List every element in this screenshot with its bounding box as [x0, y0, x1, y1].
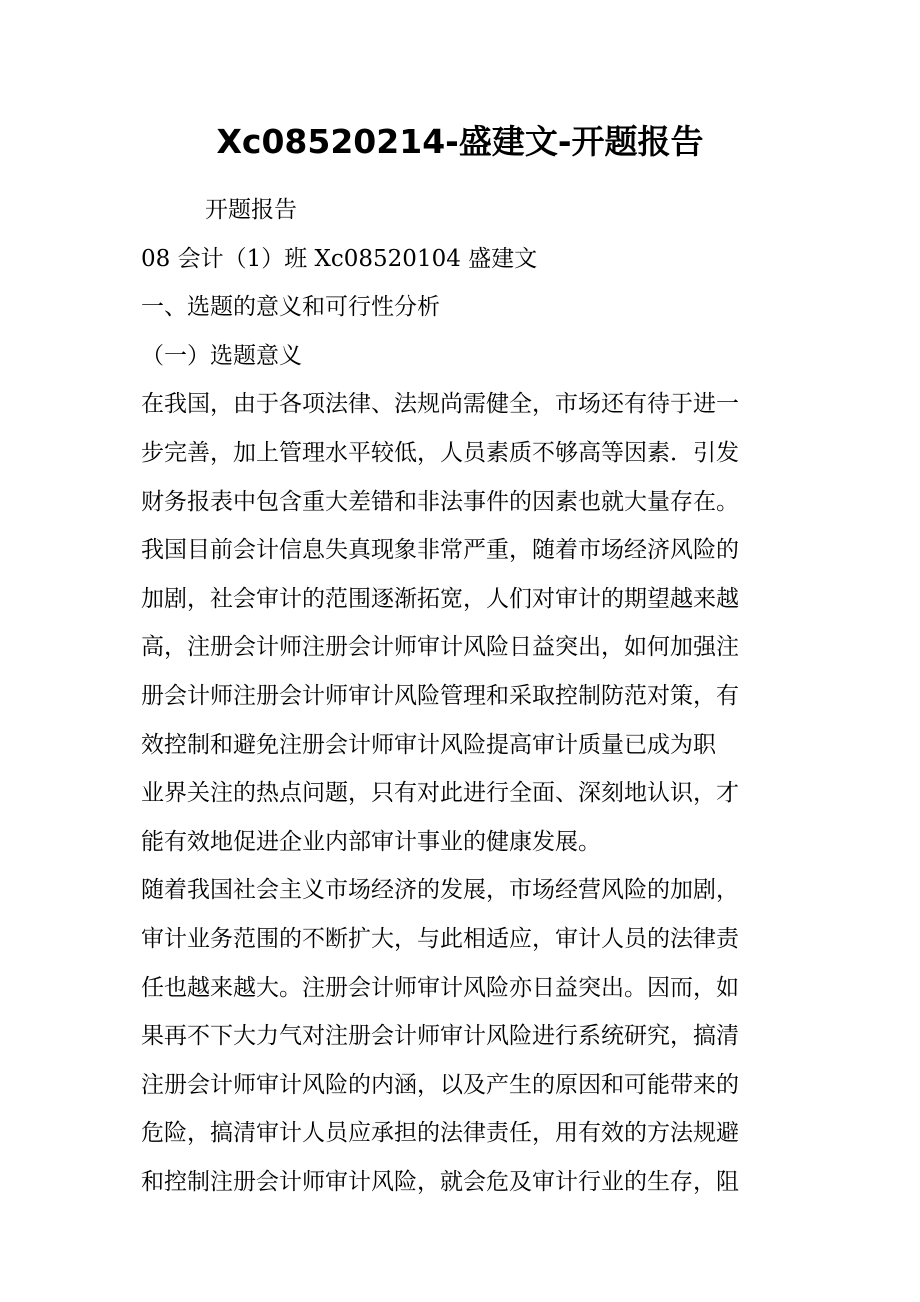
paragraph-line: 审计业务范围的不断扩大，与此相适应，审计人员的法律责 — [141, 925, 739, 952]
paragraph-line: 在我国，由于各项法律、法规尚需健全，市场还有待于进一 — [141, 391, 739, 418]
paragraph-line: 步完善，加上管理水平较低，人员素质不够高等因素．引发 — [141, 439, 739, 466]
paragraph-line: 果再不下大力气对注册会计师审计风险进行系统研究，搞清 — [141, 1023, 739, 1050]
paragraph-line: 和控制注册会计师审计风险，就会危及审计行业的生存，阻 — [141, 1168, 739, 1195]
paragraph-line: 我国目前会计信息失真现象非常严重，随着市场经济风险的 — [141, 537, 739, 564]
paragraph-1 — [141, 380, 791, 866]
paragraph-line: 加剧，社会审计的范围逐渐拓宽，人们对审计的期望越来越 — [141, 585, 739, 612]
class-line: 08 会计（1）班 Xc08520104 盛建文 — [141, 245, 538, 272]
subtitle: 开题报告 — [205, 197, 297, 223]
paragraph-line: 注册会计师审计风险的内涵，以及产生的原因和可能带来的 — [141, 1071, 739, 1098]
paragraph-line: 册会计师注册会计师审计风险管理和采取控制防范对策，有 — [141, 682, 739, 709]
paragraph-line: 效控制和避免注册会计师审计风险提高审计质量已成为职 — [141, 731, 716, 758]
paragraph-2 — [141, 866, 791, 1206]
document-title: Xc08520214-盛建文-开题报告 — [216, 122, 704, 161]
document-body — [141, 186, 791, 1206]
paragraph-line: 任也越来越大。注册会计师审计风险亦日益突出。因而，如 — [141, 974, 739, 1001]
paragraph-line: 高，注册会计师注册会计师审计风险日益突出，如何加强注 — [141, 634, 739, 661]
paragraph-line: 危险，搞清审计人员应承担的法律责任，用有效的方法规避 — [141, 1120, 739, 1147]
section-heading: 一、选题的意义和可行性分析 — [141, 294, 440, 321]
paragraph-line: 业界关注的热点问题，只有对此进行全面、深刻地认识，才 — [141, 780, 739, 807]
paragraph-line: 财务报表中包含重大差错和非法事件的因素也就大量存在。 — [141, 488, 739, 515]
paragraph-line: 能有效地促进企业内部审计事业的健康发展。 — [141, 828, 601, 855]
paragraph-line: 随着我国社会主义市场经济的发展，市场经营风险的加剧， — [141, 877, 739, 904]
subsection-heading: （一）选题意义 — [141, 342, 302, 369]
